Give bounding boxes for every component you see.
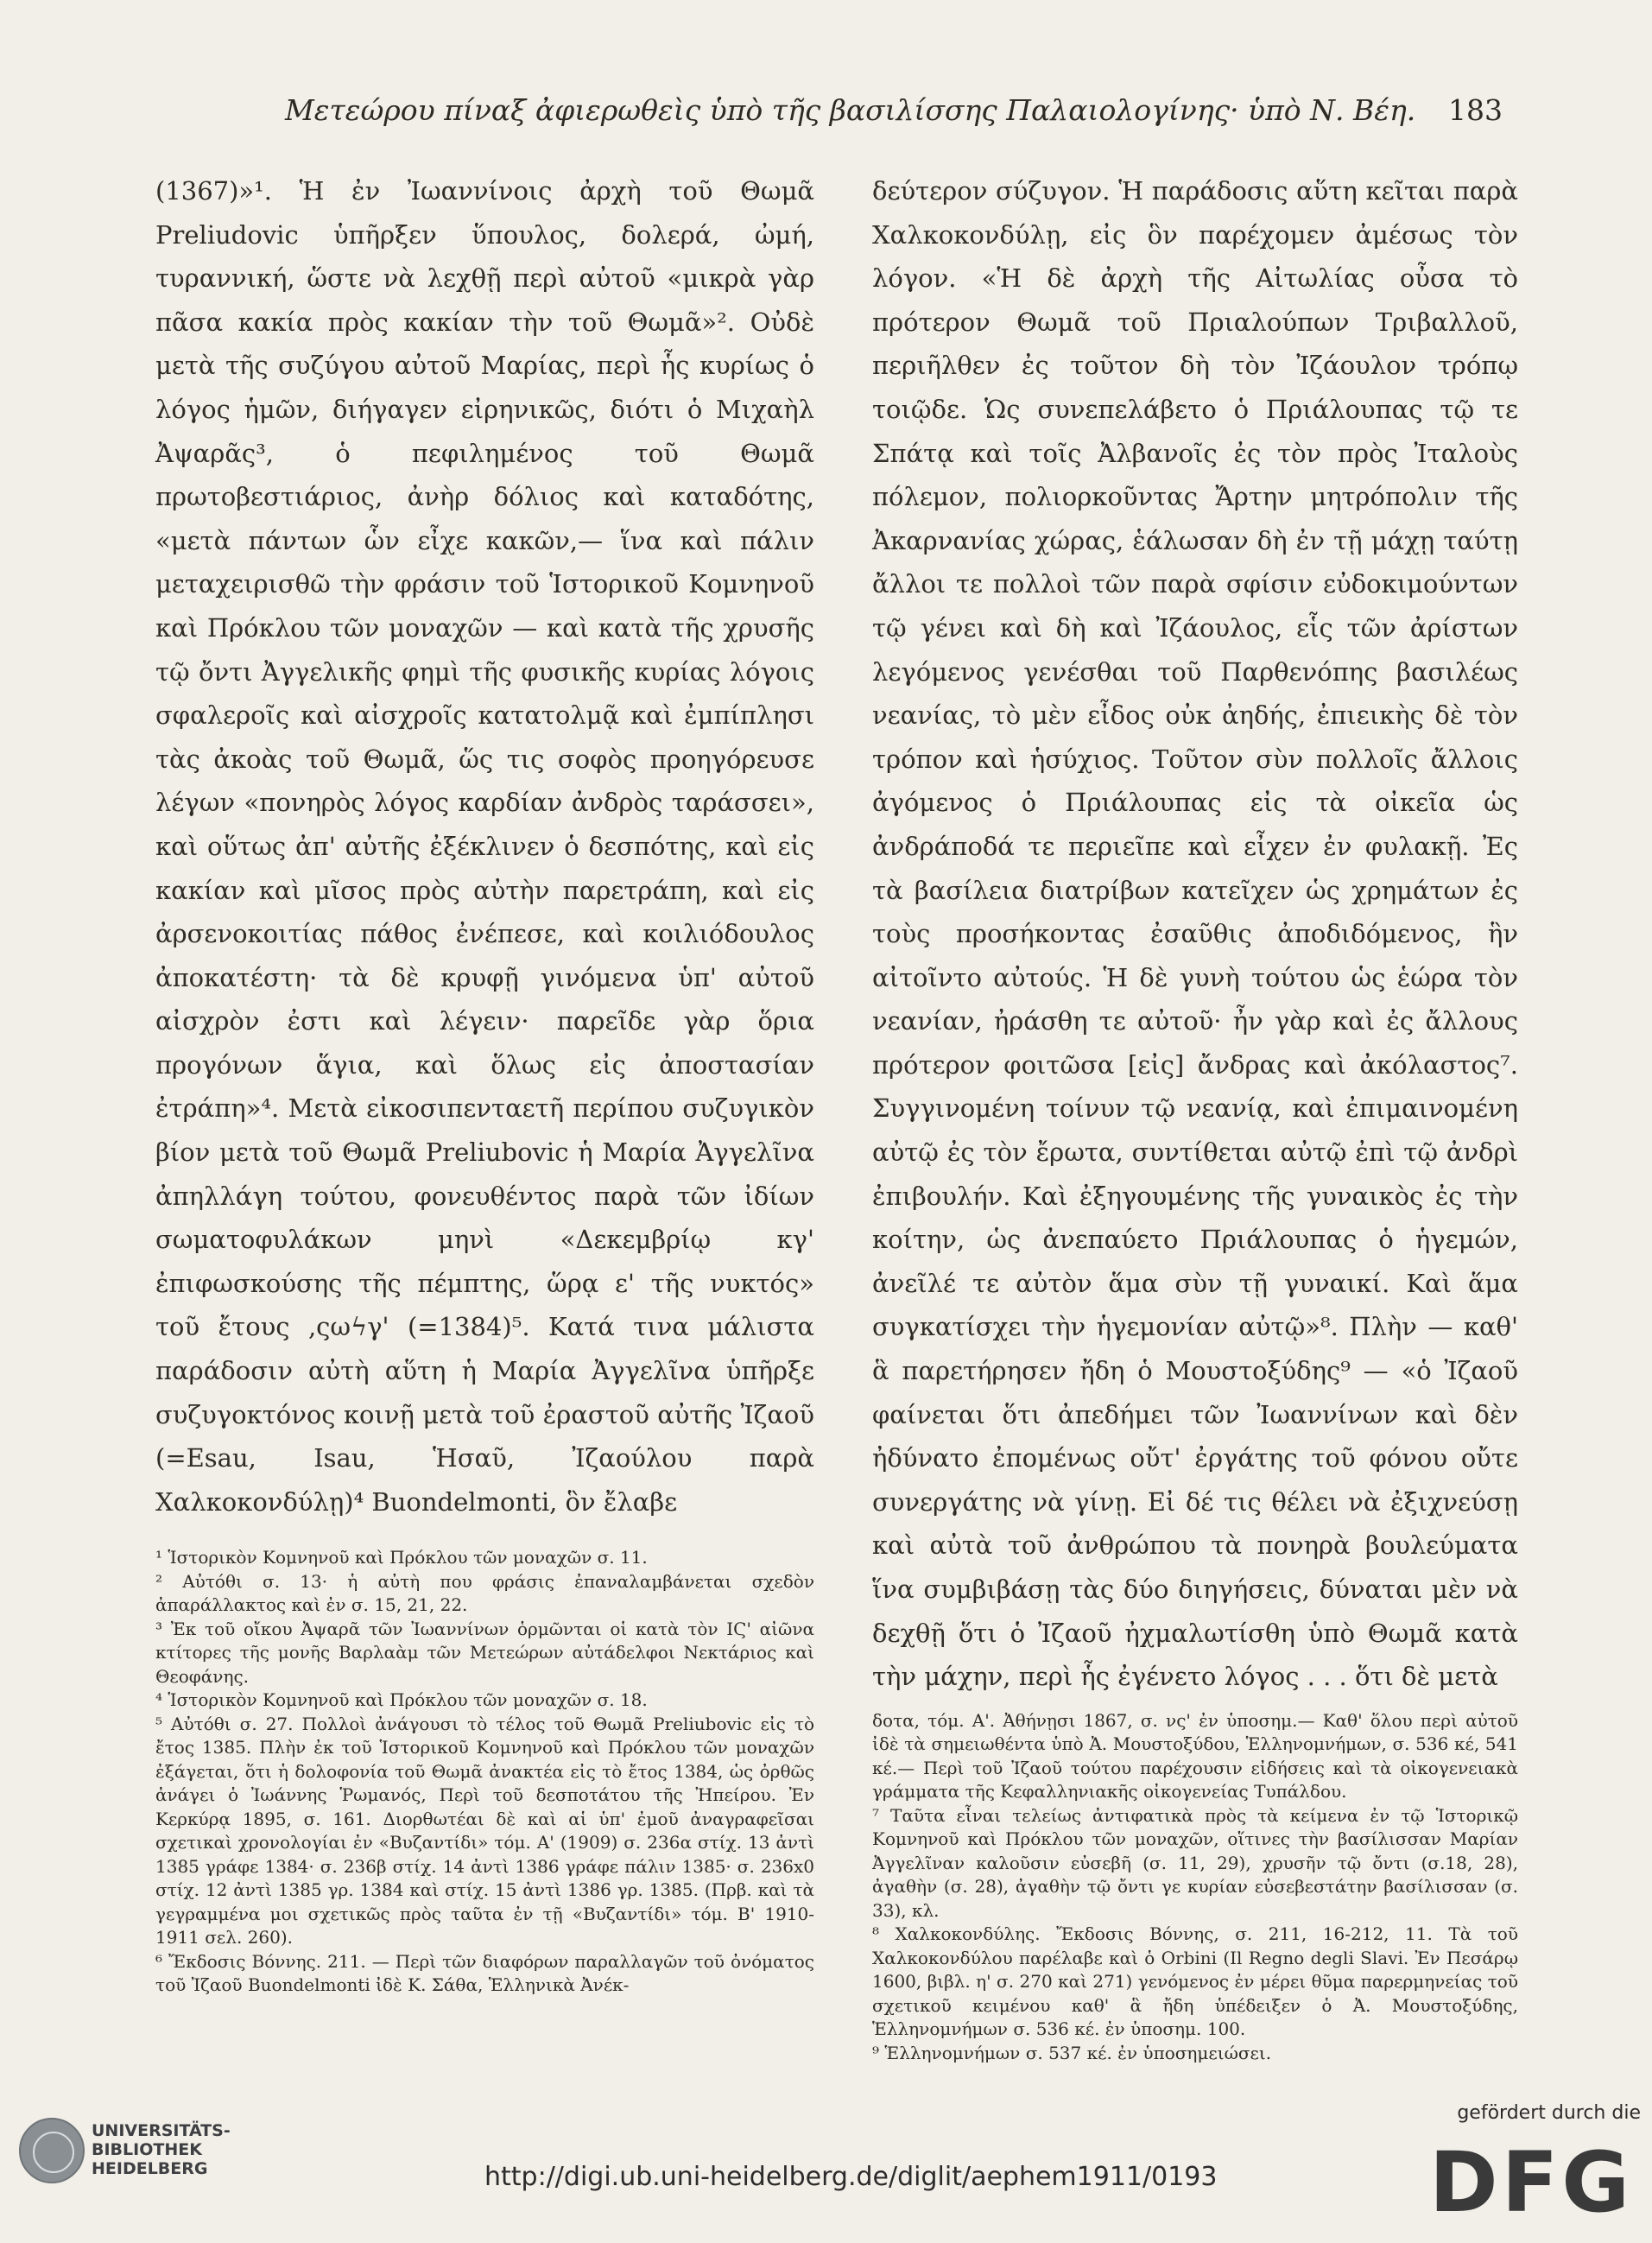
right-footnotes [872,1709,1518,2066]
page-number: 183 [1448,93,1503,127]
library-logo [19,2118,231,2213]
footnote: ³ Ἐκ τοῦ οἴκου Ἀψαρᾶ τῶν Ἰωαννίνων ὁρμῶνται οἱ κατὰ τὸν ΙϚ' αἰῶνα κτίτορες τῆς μονῆς Βαρλαὰμ τῶν Μετεώρων αὐτάδελφοι Νεκτάριος καὶ Θεοφάνης. [155,1618,814,1687]
footnote: ⁷ Ταῦτα εἶναι τελείως ἀντιφατικὰ πρὸς τὰ κείμενα ἐν τῷ Ἱστορικῷ Κομνηνοῦ καὶ Πρόκλου τῶν μοναχῶν, οἵτινες τὴν βασίλισσαν Μαρίαν Ἀγγελῖναν καλοῦσιν εὐσεβῆ (σ. 11, 29), χρυσῆν τῷ ὄντι (σ.18, 28), ἀγαθὴν (σ. 28), ἀγαθὴν τῷ ὄντι γε κυρίαν εὐσεβεστάτην βασίλισσαν (σ. 33), κλ. [872,1804,1518,1921]
footnote: ⁶ Ἔκδοσις Βόννης. 211. — Περὶ τῶν διαφόρων παραλλαγῶν τοῦ ὀνόματος τοῦ Ἰζαοῦ Buondelmonti ἰδὲ Κ. Σάθα, Ἑλληνικὰ Ἀνέκ- [155,1950,814,1996]
funding-note: gefördert durch die [1457,2102,1641,2124]
right-column [872,169,1518,2065]
running-title: Μετεώρου πίναξ ἀφιερωθεὶς ὑπὸ τῆς βασιλίσσης Παλαιολογίνης· ὑπὸ Ν. Βέη. [285,93,1416,127]
page-url-link[interactable]: http://digi.ub.uni-heidelberg.de/diglit/aephem1911/0193 [484,2162,1218,2192]
dfg-logo-text: DFG [1429,2134,1634,2225]
left-body-text: (1367)»¹. Ἡ ἐν Ἰωαννίνοις ἀρχὴ τοῦ Θωμᾶ Preliudovic ὑπῆρξεν ὕπουλος, δολερά, ὠμή, τυραννική, ὥστε νὰ λεχθῇ περὶ αὐτοῦ «μικρὰ γὰρ πᾶσα κακία πρὸς κακίαν τὴν τοῦ Θωμᾶ»². Οὐδὲ μετὰ τῆς συζύγου αὐτοῦ Μαρίας, περὶ ἧς κυρίως ὁ λόγος ἡμῶν, διήγαγεν εἰρηνικῶς, διότι ὁ Μιχαὴλ Ἀψαρᾶς³, ὁ πεφιλημένος τοῦ Θωμᾶ πρωτοβεστιάριος, ἀνὴρ δόλιος καὶ καταδότης, «μετὰ πάντων ὧν εἶχε κακῶν,— ἵνα καὶ πάλιν μεταχειρισθῶ τὴν φράσιν τοῦ Ἱστορικοῦ Κομνηνοῦ καὶ Πρόκλου τῶν μοναχῶν — καὶ κατὰ τῆς χρυσῆς τῷ ὄντι Ἀγγελικῆς φημὶ τῆς φυσικῆς κυρίας λόγοις σφαλεροῖς καὶ αἰσχροῖς κατατολμᾷ καὶ ἐμπίπλησι τὰς ἀκοὰς τοῦ Θωμᾶ, ὥς τις σοφὸς προηγόρευσε λέγων «πονηρὸς λόγος καρδίαν ἀνδρὸς ταράσσει», καὶ οὕτως ἀπ' αὐτῆς ἐξέκλινεν ὁ δεσπότης, καὶ εἰς κακίαν καὶ μῖσος πρὸς αὐτὴν παρετράπη, καὶ εἰς ἀρσενοκοιτίας πάθος ἐνέπεσε, καὶ κοιλιόδουλος ἀποκατέστη· τὰ δὲ κρυφῇ γινόμενα ὑπ' αὐτοῦ αἰσχρὸν ἐστι καὶ λέγειν· παρεῖδε γὰρ ὅρια προγόνων ἅγια, καὶ ὅλως εἰς ἀποστασίαν ἐτράπη»⁴. Μετὰ εἰκοσιπενταετῆ περίπου συζυγικὸν βίον μετὰ τοῦ Θωμᾶ Preliubovic ἡ Μαρία Ἀγγελῖνα ἀπηλλάγη τούτου, φονευθέντος παρὰ τῶν ἰδίων σωματοφυλάκων μηνὶ «Δεκεμβρίῳ κγ' ἐπιφωσκούσης τῆς πέμπτης, ὥρᾳ ε' τῆς νυκτός» τοῦ ἔτους ,ςωϟγ' (=1384)⁵. Κατά τινα μάλιστα παράδοσιν αὐτὴ αὕτη ἡ Μαρία Ἀγγελῖνα ὑπῆρξε συζυγοκτόνος κοινῇ μετὰ τοῦ ἐραστοῦ αὐτῆς Ἰζαοῦ (=Esau, Isau, Ἡσαῦ, Ἰζαούλου παρὰ Χαλκοκονδύλῃ)⁴ Buondelmonti, ὃν ἔλαβε [155,176,814,1517]
footnote: ⁹ Ἑλληνομνήμων σ. 537 κέ. ἐν ὑποσημειώσει. [872,2042,1272,2063]
right-body-text: δεύτερον σύζυγον. Ἡ παράδοσις αὕτη κεῖται παρὰ Χαλκοκονδύλῃ, εἰς ὃν παρέχομεν ἀμέσως τὸν λόγον. «Ἡ δὲ ἀρχὴ τῆς Αἰτωλίας οὖσα τὸ πρότερον Θωμᾶ τοῦ Πριαλούπων Τριβαλλοῦ, περιῆλθεν ἐς τοῦτον δὴ τὸν Ἰζάουλον τρόπῳ τοιῷδε. Ὡς συνεπελάβετο ὁ Πριάλουπας τῷ τε Σπάτᾳ καὶ τοῖς Ἀλβανοῖς ἐς τὸν πρὸς Ἰταλοὺς πόλεμον, πολιορκοῦντας Ἄρτην μητρόπολιν τῆς Ἀκαρνανίας χώρας, ἑάλωσαν δὴ ἐν τῇ μάχῃ ταύτῃ ἄλλοι τε πολλοὶ τῶν παρὰ σφίσιν εὐδοκιμούντων τῷ γένει καὶ δὴ καὶ Ἰζάουλος, εἷς τῶν ἀρίστων λεγόμενος γενέσθαι τοῦ Παρθενόπης βασιλέως νεανίας, τὸ μὲν εἶδος οὐκ ἀηδής, ἐπιεικὴς δὲ τὸν τρόπον καὶ ἡσύχιος. Τοῦτον σὺν πολλοῖς ἄλλοις ἀγόμενος ὁ Πριάλουπας εἰς τὰ οἰκεῖα ὡς ἀνδράποδά τε περιεῖπε καὶ εἶχεν ἐν φυλακῇ. Ἐς τὰ βασίλεια διατρίβων κατεῖχεν ὡς χρημάτων ἐς τοὺς προσήκοντας ἐσαῦθις ἀποδιδόμενος, ἣν αἰτοῖντο αὐτούς. Ἡ δὲ γυνὴ τούτου ὡς ἑώρα τὸν νεανίαν, ἠράσθη τε αὐτοῦ· ἦν γὰρ καὶ ἐς ἄλλους πρότερον φοιτῶσα [εἰς] ἄνδρας καὶ ἀκόλαστος⁷. Συγγινομένη τοίνυν τῷ νεανίᾳ, καὶ ἐπιμαινομένη αὐτῷ ἐς τὸν ἔρωτα, συντίθεται αὐτῷ ἐπὶ τῷ ἀνδρὶ ἐπιβουλήν. Καὶ ἐξηγουμένης τῆς γυναικὸς ἐς τὴν κοίτην, ὡς ἀνεπαύετο Πριάλουπας ὁ ἡγεμών, ἀνεῖλέ τε αὐτὸν ἅμα σὺν τῇ γυναικί. Καὶ ἅμα συγκατίσχει τὴν ἡγεμονίαν αὐτῷ»⁸. Πλὴν — καθ' ἃ παρετήρησεν ἤδη ὁ Μουστοξύδης⁹ — «ὁ Ἰζαοῦ φαίνεται ὅτι ἀπεδήμει τῶν Ἰωαννίνων καὶ δὲν ἠδύνατο ἐπομένως οὔτ' ἐργάτης τοῦ φόνου οὔτε συνεργάτης νὰ γίνῃ. Εἰ δέ τις θέλει νὰ ἐξιχνεύσῃ καὶ αὐτὰ τοῦ ἀνθρώπου τὰ πονηρὰ βουλεύματα ἵνα συμβιβάσῃ τὰς δύο διηγήσεις, δύναται μὲν νὰ δεχθῇ ὅτι ὁ Ἰζαοῦ ἠχμαλωτίσθη ὑπὸ Θωμᾶ κατὰ τὴν μάχην, περὶ ἧς ἐγένετο λόγος . . . ὅτι δὲ μετὰ [872,176,1518,1692]
footnote: ¹ Ἱστορικὸν Κομνηνοῦ καὶ Πρόκλου τῶν μοναχῶν σ. 11. [155,1547,648,1568]
running-header [285,93,1503,136]
footnote: δοτα, τόμ. Α'. Ἀθήνῃσι 1867, σ. νς' ἐν ὑποσημ.— Καθ' ὅλου περὶ αὐτοῦ ἰδὲ τὰ σημειωθέντα ὑπὸ Ἀ. Μουστοξύδου, Ἑλληνομνήμων, σ. 536 κέ, 541 κέ.— Περὶ τοῦ Ἰζαοῦ τούτου παρέχουσιν εἰδήσεις καὶ τὰ οἰκογενειακὰ γράμματα τῆς Κεφαλληνιακῆς οἰκογενείας Τυπάλδου. [872,1709,1518,1803]
library-seal-icon [19,2118,85,2183]
left-footnotes [155,1546,814,1998]
footnote: ⁴ Ἱστορικὸν Κομνηνοῦ καὶ Πρόκλου τῶν μοναχῶν σ. 18. [155,1689,648,1711]
footnote: ⁸ Χαλκοκονδύλης. Ἔκδοσις Βόννης, σ. 211, 16-212, 11. Τὰ τοῦ Χαλκοκονδύλου παρέλαβε καὶ ὁ Orbini (Il Regno degli Slavi. Ἐν Πεσάρῳ 1600, βιβλ. η' σ. 270 καὶ 271) γενόμενος ἐν μέρει θῦμα παρερμηνείας τοῦ σχετικοῦ κειμένου καθ' ἃ ἤδη ὑπέδειξεν ὁ Ἀ. Μουστοξύδης, Ἑλληνομνήμων σ. 536 κέ. ἐν ὑποσημ. 100. [872,1923,1518,2040]
left-column [155,169,814,1998]
footnote: ² Αὐτόθι σ. 13· ἡ αὐτὴ που φράσις ἐπαναλαμβάνεται σχεδὸν ἀπαράλλακτος καὶ ἐν σ. 15, 21, 22. [155,1570,814,1616]
dfg-logo-icon [1429,2130,1635,2225]
library-name: UNIVERSITÄTS- BIBLIOTHEK HEIDELBERG [92,2121,231,2178]
footnote: ⁵ Αὐτόθι σ. 27. Πολλοὶ ἀνάγουσι τὸ τέλος τοῦ Θωμᾶ Preliubovic εἰς τὸ ἔτος 1385. Πλὴν ἐκ τοῦ Ἱστορικοῦ Κομνηνοῦ καὶ Πρόκλου τῶν μοναχῶν ἐξάγεται, ὅτι ἡ δολοφονία τοῦ Θωμᾶ ἀνακτέα εἰς τὸ ἔτος 1384, ὡς ὀρθῶς ἀνάγει ὁ Ἰωάννης Ῥωμανός, Περὶ τοῦ δεσποτάτου τῆς Ἠπείρου. Ἐν Κερκύρᾳ 1895, σ. 161. Διορθωτέαι δὲ καὶ αἱ ὑπ' ἐμοῦ ἀναγραφεῖσαι σχετικαὶ χρονολογίαι ἐν «Βυζαντίδι» τόμ. Α' (1909) σ. 236α στίχ. 13 ἀντὶ 1385 γράφε 1384· σ. 236β στίχ. 14 ἀντὶ 1386 γράφε πάλιν 1385· σ. 236x0 στίχ. 12 ἀντὶ 1385 γρ. 1384 καὶ στίχ. 15 ἀντὶ 1386 γρ. 1385. (Πρβ. καὶ τὰ γεγραμμένα μοι σχετικῶς πρὸς ταῦτα ἐν τῇ «Βυζαντίδι» τόμ. Β' 1910-1911 σελ. 260). [155,1713,814,1948]
